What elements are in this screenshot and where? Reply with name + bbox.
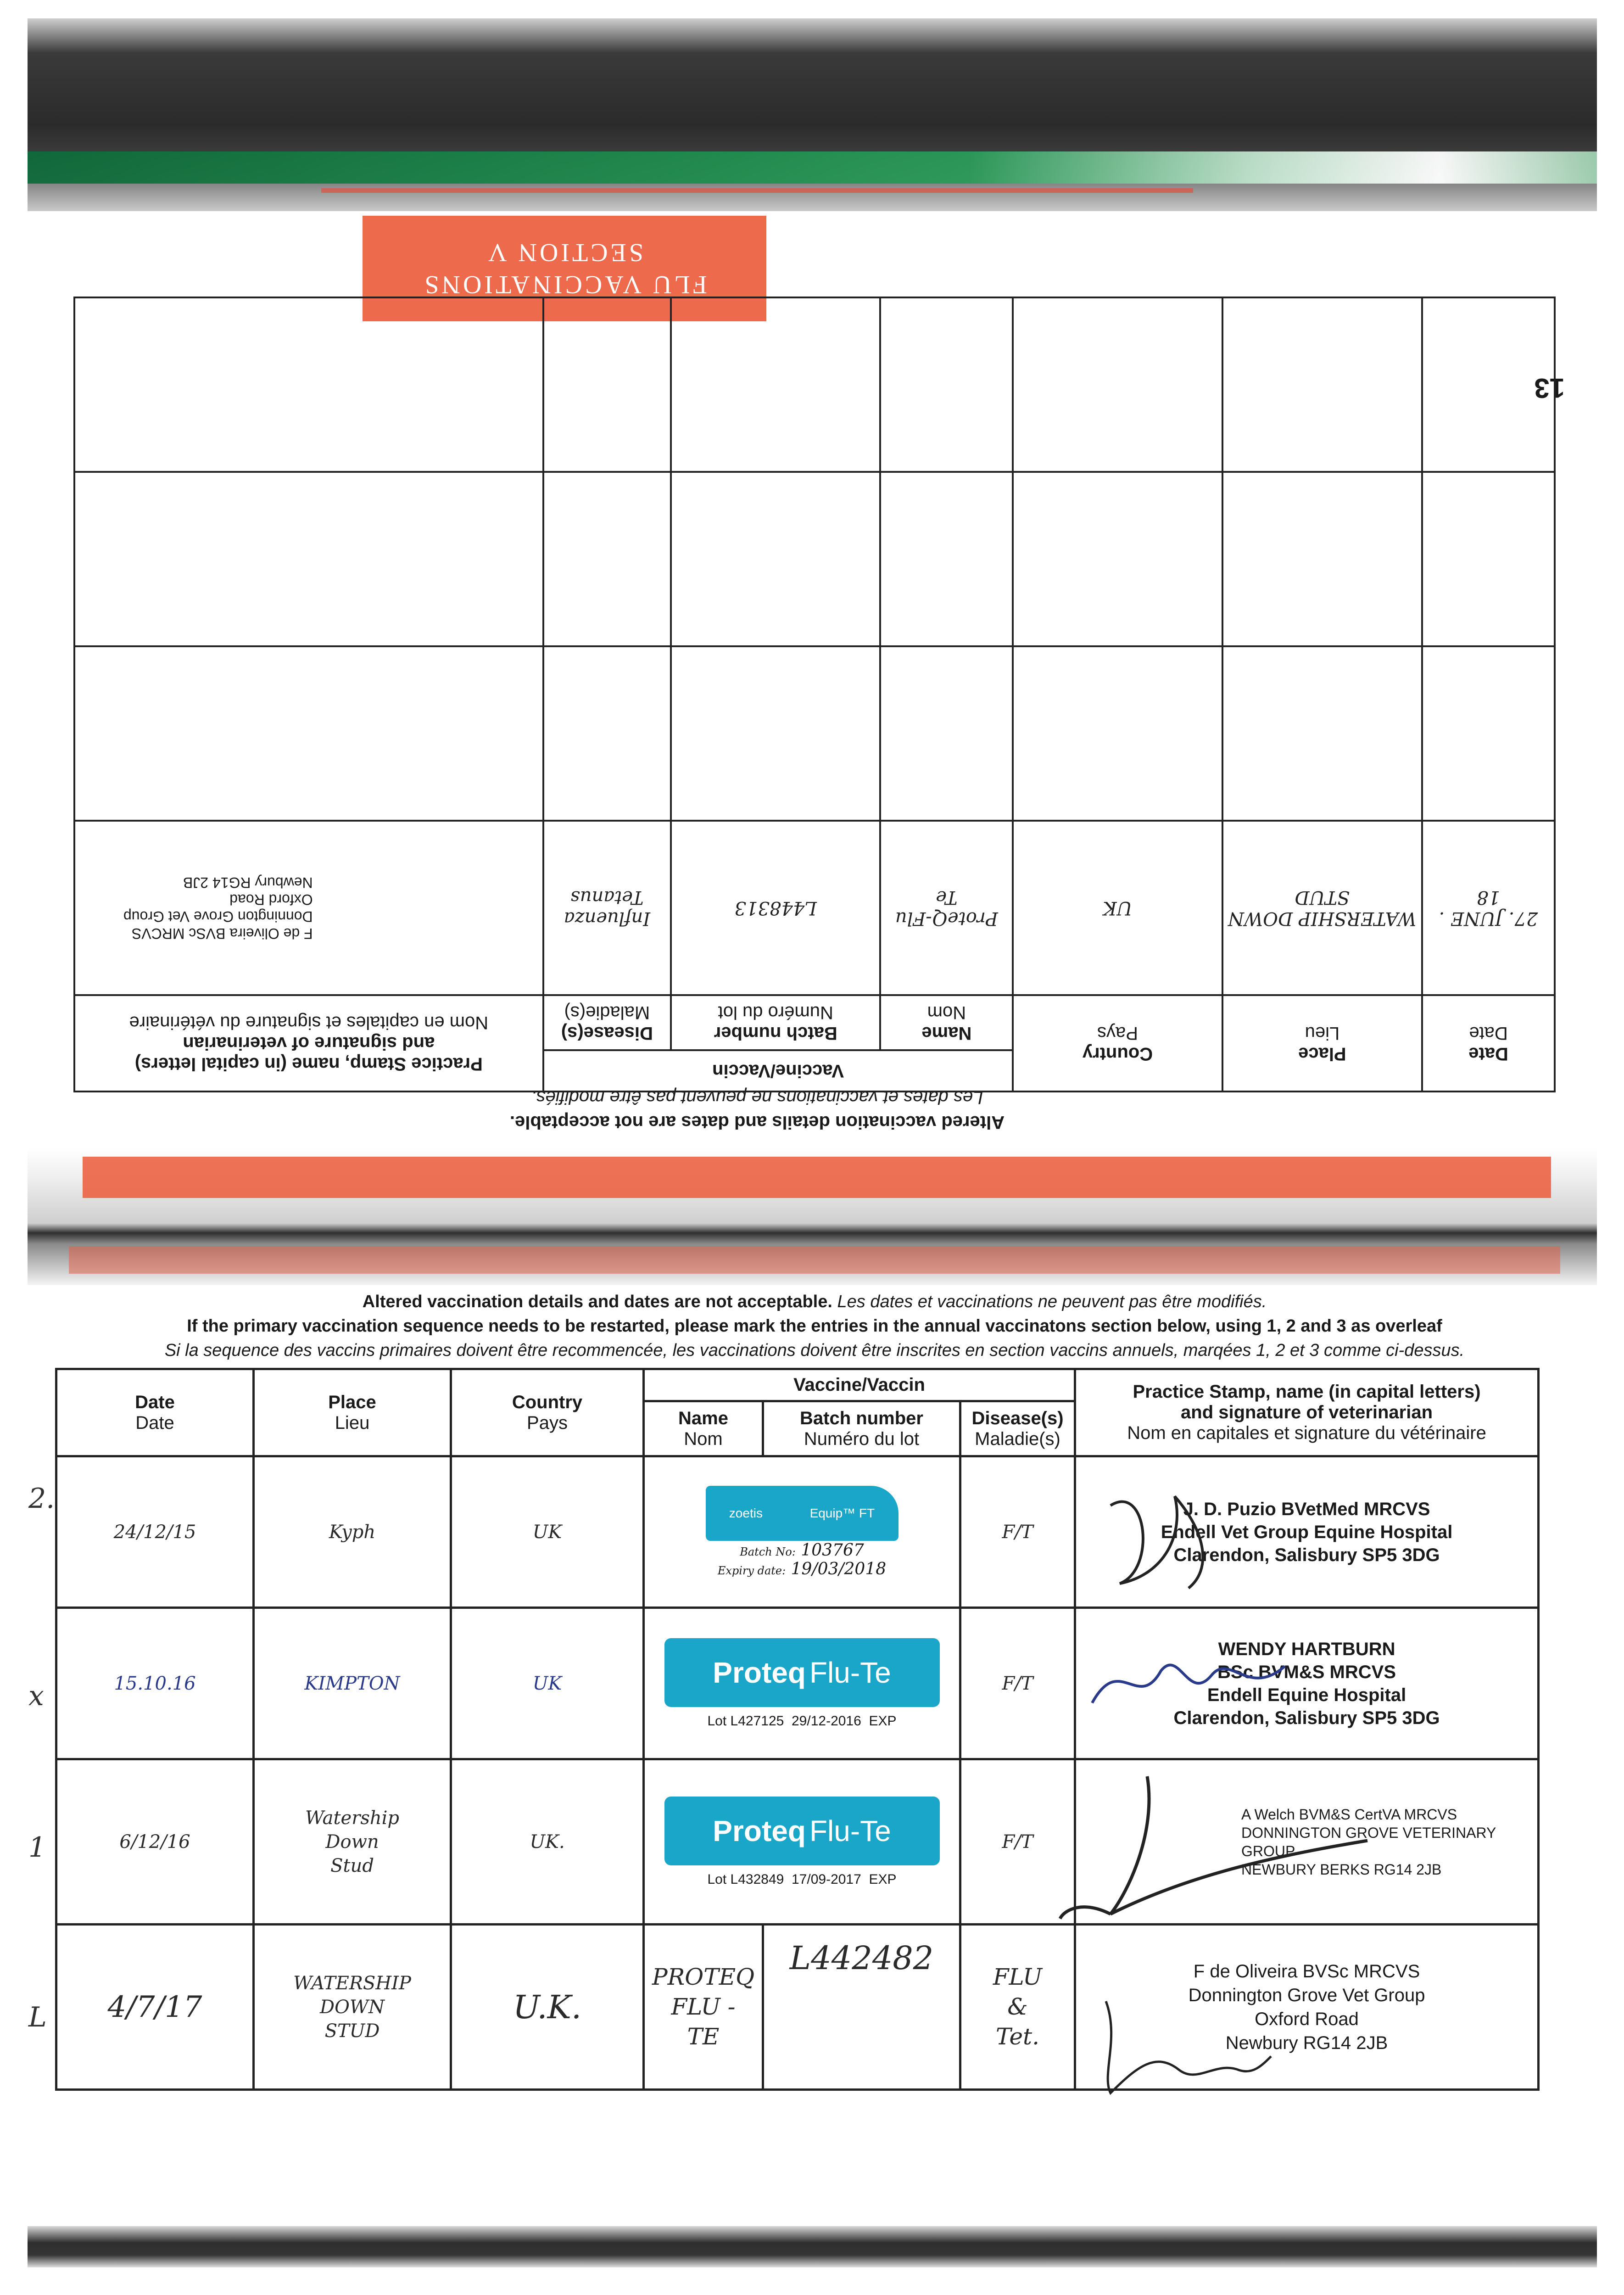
row-date: 6/12/16 [56,1759,254,1925]
upper-altered-note [413,1085,1101,1135]
top-green-stripe [28,151,1597,184]
upper-row-batch: L448313 [671,821,880,995]
lower-note-2: If the primary vaccination sequence needs to be restarted, please mark the entries in the annual vaccinatons section below, using 1, 2 and 3 as overleaf [187,1316,1442,1336]
lower-vaccination-table [55,1368,1540,2091]
upper-header-name: Name Nom [880,995,1013,1050]
row-country: UK [451,1456,644,1608]
table-row [56,1925,1539,2090]
row-country: U.K. [451,1925,644,2090]
upper-section-rotated [69,216,1565,1134]
upper-altered-fr: Les dates et vaccinations ne peuvent pas être modifiés. [531,1087,983,1108]
page-number: 13 [1534,373,1565,403]
row-country: UK [451,1608,644,1759]
upper-header-vaccine: Vaccine/Vaccin [543,1050,1013,1092]
lower-header-country: Country Pays [451,1369,644,1456]
upper-altered-en: Altered vaccination details and dates are not acceptable. [509,1112,1005,1132]
upper-vaccination-table [73,297,1556,1092]
upper-row-disease: Influenza Tetanus [543,821,671,995]
upper-row-date: 27. JUNE . 18 [1422,821,1555,995]
lower-note-3: Si la sequence des vaccins primaires doivent être recommencée, les vaccinations doivent être inscrites en section vaccins annuels, marqées 1, 2 et 3 comme ci-dessus. [164,1341,1465,1360]
section-subtitle: SECTION V [486,238,643,267]
vaccine-label-sticker [644,1456,960,1608]
margin-mark-1: 2. [28,1483,55,1515]
lower-note-1: Altered vaccination details and dates are not acceptable. Les dates et vaccinations ne peuvent pas être modifiés. [362,1292,1267,1311]
lower-notes [69,1290,1560,1363]
practice-stamp: WENDY HARTBURN BSc BVM&S MRCVS Endell Equine Hospital Clarendon, Salisbury SP5 3DG [1075,1608,1539,1759]
label-batch-line: Lot L427125 29/12-2016 EXP [707,1713,897,1729]
practice-stamp: A Welch BVM&S CertVA MRCVS DONNINGTON GROVE VETERINARY GROUP NEWBURY BERKS RG14 2JB [1075,1759,1539,1925]
lower-header-batch: Batch number Numéro du lot [763,1401,960,1456]
upper-header-disease: Disease(s) Maladie(s) [543,995,671,1050]
upper-row-1 [74,821,1555,995]
signature-scribble-2 [1083,1643,1294,1717]
upper-header-date: Date Date [1422,995,1555,1092]
signature-scribble-3 [1055,1763,1377,1928]
row-place: KIMPTON [254,1608,451,1759]
row-disease: F/T [960,1608,1075,1759]
zoetis-batch: Batch No: 103767 [740,1540,864,1560]
margin-mark-2: x [28,1680,44,1712]
proteq-label: Proteq Flu-Te [664,1797,940,1865]
lower-header-name: Name Nom [644,1401,763,1456]
signature-scribble-1 [1092,1478,1230,1597]
lower-header-stamp: Practice Stamp, name (in capital letters) and signature of veterinarian Nom en capitales et signature du vétérinaire [1075,1369,1539,1456]
upper-row-country: UK [1013,821,1222,995]
top-red-line [321,188,1193,193]
upper-header-stamp: Practice Stamp, name (in capital letters) and signature of veterinarian Nom en capitales et signature du vétérinaire [74,995,543,1092]
margin-mark-4: L [28,2001,47,2033]
vaccine-label-sticker [644,1608,960,1759]
lower-header-vaccine: Vaccine/Vaccin [644,1369,1075,1401]
table-row [56,1456,1539,1608]
upper-row-place: WATERSHIP DOWN STUD [1222,821,1422,995]
row-place: Kyph [254,1456,451,1608]
row-name: PROTEQ FLU - TE [644,1925,763,2090]
upper-header-batch: Batch number Numéro du lot [671,995,880,1050]
zoetis-label: zoetis Equip™ FT [706,1486,899,1541]
zoetis-expiry: Expiry date: 19/03/2018 [717,1559,887,1579]
section-title: FLU VACCINATIONS [422,270,707,299]
upper-row-empty-2 [74,646,1555,821]
row-disease: FLU & Tet. [960,1925,1075,2090]
row-country: UK. [451,1759,644,1925]
row-date: 24/12/15 [56,1456,254,1608]
lower-header-place: Place Lieu [254,1369,451,1456]
bottom-scan-band [28,2226,1597,2267]
middle-orange-stripe [83,1157,1551,1198]
row-date: 15.10.16 [56,1608,254,1759]
upper-row-name: ProteQ-Flu Te [880,821,1013,995]
signature-scribble-4 [1092,1983,1276,2102]
upper-header-place: Place Lieu [1222,995,1422,1092]
row-disease: F/T [960,1759,1075,1925]
vaccine-label-sticker [644,1759,960,1925]
practice-stamp: F de Oliveira BVSc MRCVS Donnington Grove Vet Group Oxford Road Newbury RG14 2JB [1075,1925,1539,2090]
upper-row-empty-3 [74,472,1555,646]
practice-stamp: J. D. Puzio BVetMed MRCVS Endell Vet Group Equine Hospital Clarendon, Salisbury SP5 3DG [1075,1456,1539,1608]
upper-header-country: Country Pays [1013,995,1222,1092]
upper-row-empty-4 [74,297,1555,472]
margin-mark-3: 1 [28,1831,46,1864]
table-row [56,1608,1539,1759]
middle-orange-stripe-lower [69,1246,1560,1274]
row-place: Watership Down Stud [254,1759,451,1925]
lower-header-disease: Disease(s) Maladie(s) [960,1401,1075,1456]
row-batch: L442482 [763,1925,960,2090]
lower-header-date: Date Date [56,1369,254,1456]
proteq-label: Proteq Flu-Te [664,1638,940,1707]
row-disease: F/T [960,1456,1075,1608]
row-place: WATERSHIP DOWN STUD [254,1925,451,2090]
label-batch-line: Lot L432849 17/09-2017 EXP [707,1871,897,1887]
upper-row-stamp: F de Oliveira BVSc MRCVS Donnington Grove Vet Group Oxford Road Newbury RG14 2JB [74,821,543,995]
row-date: 4/7/17 [56,1925,254,2090]
